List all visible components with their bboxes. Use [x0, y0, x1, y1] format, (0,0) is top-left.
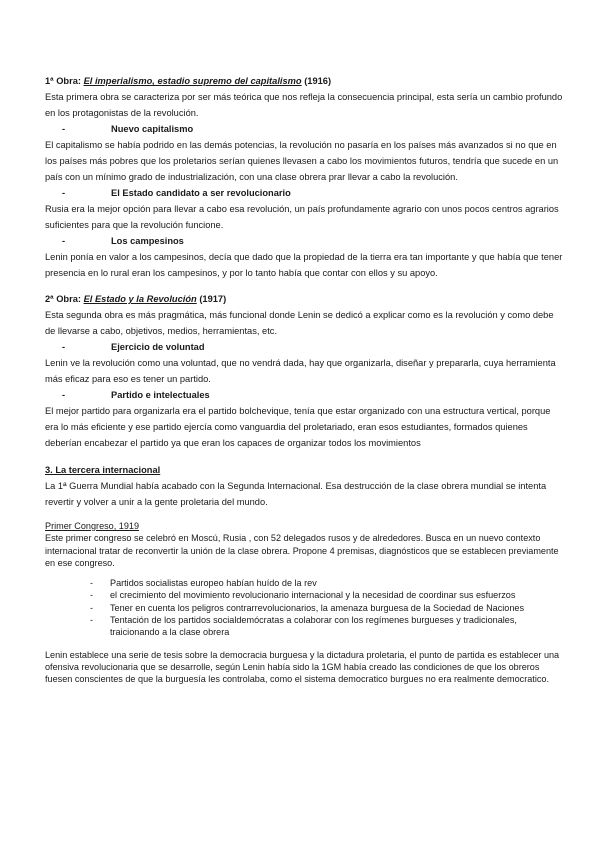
spacer [45, 639, 565, 649]
obra2-item2-text: El mejor partido para organizarla era el partido bolchevique, tenía que estar organizado con una estructura vertical, porque era lo más eficiente y ese partido ejercía como vanguardia del proletariado, eran esos estudiantes, formados quienes deberían encabezar el partido ya que eran los capaces de organizar todos los movimientos [45, 406, 551, 448]
obra1-item2-text: Rusia era la mejor opción para llevar a cabo esa revolución, un país profundamente agrario con unos pocos centros agrarios suficientes para que la revolución funcione. [45, 204, 559, 230]
spacer [45, 281, 565, 291]
premisas-list [45, 577, 565, 638]
obra2-prefix: 2ª Obra: [45, 294, 84, 304]
list-item: - el crecimiento del movimiento revolucionario internacional y la necesidad de coordinar sus esfuerzos [90, 590, 516, 601]
obra2-item1-text: Lenin ve la revolución como una voluntad, que no vendrá dada, hay que organizarla, diseñar y prepararla, cuya herramienta más eficaz para eso es tener un partido. [45, 358, 556, 384]
obra1-item1-heading: - Nuevo capitalismo [45, 121, 565, 137]
obra2-item2-heading: - Partido e intelectuales [45, 387, 565, 403]
obra2-heading [45, 291, 565, 307]
obra2-item1-heading: - Ejercicio de voluntad [45, 339, 565, 355]
list-item: - Partidos socialistas europeo habían huído de la rev [90, 578, 317, 589]
obra1-item3-heading: - Los campesinos [45, 233, 565, 249]
list-item: - Tentación de los partidos socialdemócratas a colaborar con los regímenes burgueses y tradicionales, traicionando a la clase obrera [90, 615, 517, 638]
congreso-text: Este primer congreso se celebró en Moscú, Rusia , con 52 delegados rusos y de alrededores. Busca en un nuevo contexto internacional tratar de reconvertir la unión de la clase obrera. Propone 4 premisas, diagnósticos que se establecen previamente en ese congreso. [45, 533, 559, 568]
bullet-marker: - [90, 590, 94, 601]
obra2-intro: Esta segunda obra es más pragmática, más funcional donde Lenin se dedicó a explicar como es la revolución y como debe de llevarse a cabo, objetivos, medios, herramientas, etc. [45, 310, 554, 336]
obra1-item2-heading: - El Estado candidato a ser revolucionario [45, 185, 565, 201]
tercera-intro: La 1ª Guerra Mundial había acabado con la Segunda Internacional. Esa destrucción de la clase obrera mundial se intenta revertir y volver a unir a la gente proletaria del mundo. [45, 481, 547, 507]
bullet-marker: - [90, 578, 94, 589]
dash-marker: - [61, 342, 66, 352]
bullet-marker: - [90, 602, 94, 613]
tercera-title: 3. La tercera internacional [45, 465, 161, 475]
obra1-year: (1916) [301, 76, 332, 86]
obra2-year: (1917) [196, 294, 227, 304]
dash-marker: - [61, 236, 66, 246]
spacer [45, 510, 565, 520]
obra1-item3-text: Lenin ponía en valor a los campesinos, decía que dado que la propiedad de la tierra era tan importante y que había que tener presencia en lo rural eran los campesinos, y por lo tanto había que contar con ellos y su apoyo. [45, 252, 563, 278]
spacer [45, 451, 565, 462]
obra1-item1-text: El capitalismo se había podrido en las demás potencias, la revolución no pasaría en los países más avanzados si no que en los países más pobres que los proletarios serían quienes llevasen a cabo los movimientos futuros, tendría que sucede en un país con un mínimo grado de industrialización, con una clase obrera prar llevar a cabo la revolución. [45, 140, 559, 182]
dash-marker: - [61, 390, 66, 400]
document-body [45, 73, 565, 686]
congreso-title: Primer Congreso, 1919 [45, 521, 140, 531]
dash-marker: - [61, 124, 66, 134]
dash-marker: - [61, 188, 66, 198]
closing-paragraph: Lenin establece una serie de tesis sobre la democracia burguesa y la dictadura proletaria, el punto de partida es establecer una ofensiva revolucionaria que se desarrolle, según Lenin había sido la 1GM había creado las condiciones de que los obreros fuesen conscientes de que la burguesía les controlaba, como el sistema democratico burgues no era realmente democratico. [45, 649, 560, 685]
bullet-marker: - [90, 615, 94, 626]
obra1-heading [45, 73, 565, 89]
list-item: - Tener en cuenta los peligros contrarrevolucionarios, la amenaza burguesa de la Sociedad de Naciones [90, 602, 525, 613]
obra1-title: El imperialismo, estadio supremo del capitalismo [83, 76, 302, 86]
obra1-prefix: 1ª Obra: [45, 76, 84, 86]
obra1-intro: Esta primera obra se caracteriza por ser más teórica que nos refleja la consecuencia principal, esta sería un cambio profundo en los protagonistas de la revolución. [45, 92, 563, 118]
obra2-title: El Estado y la Revolución [83, 294, 197, 304]
